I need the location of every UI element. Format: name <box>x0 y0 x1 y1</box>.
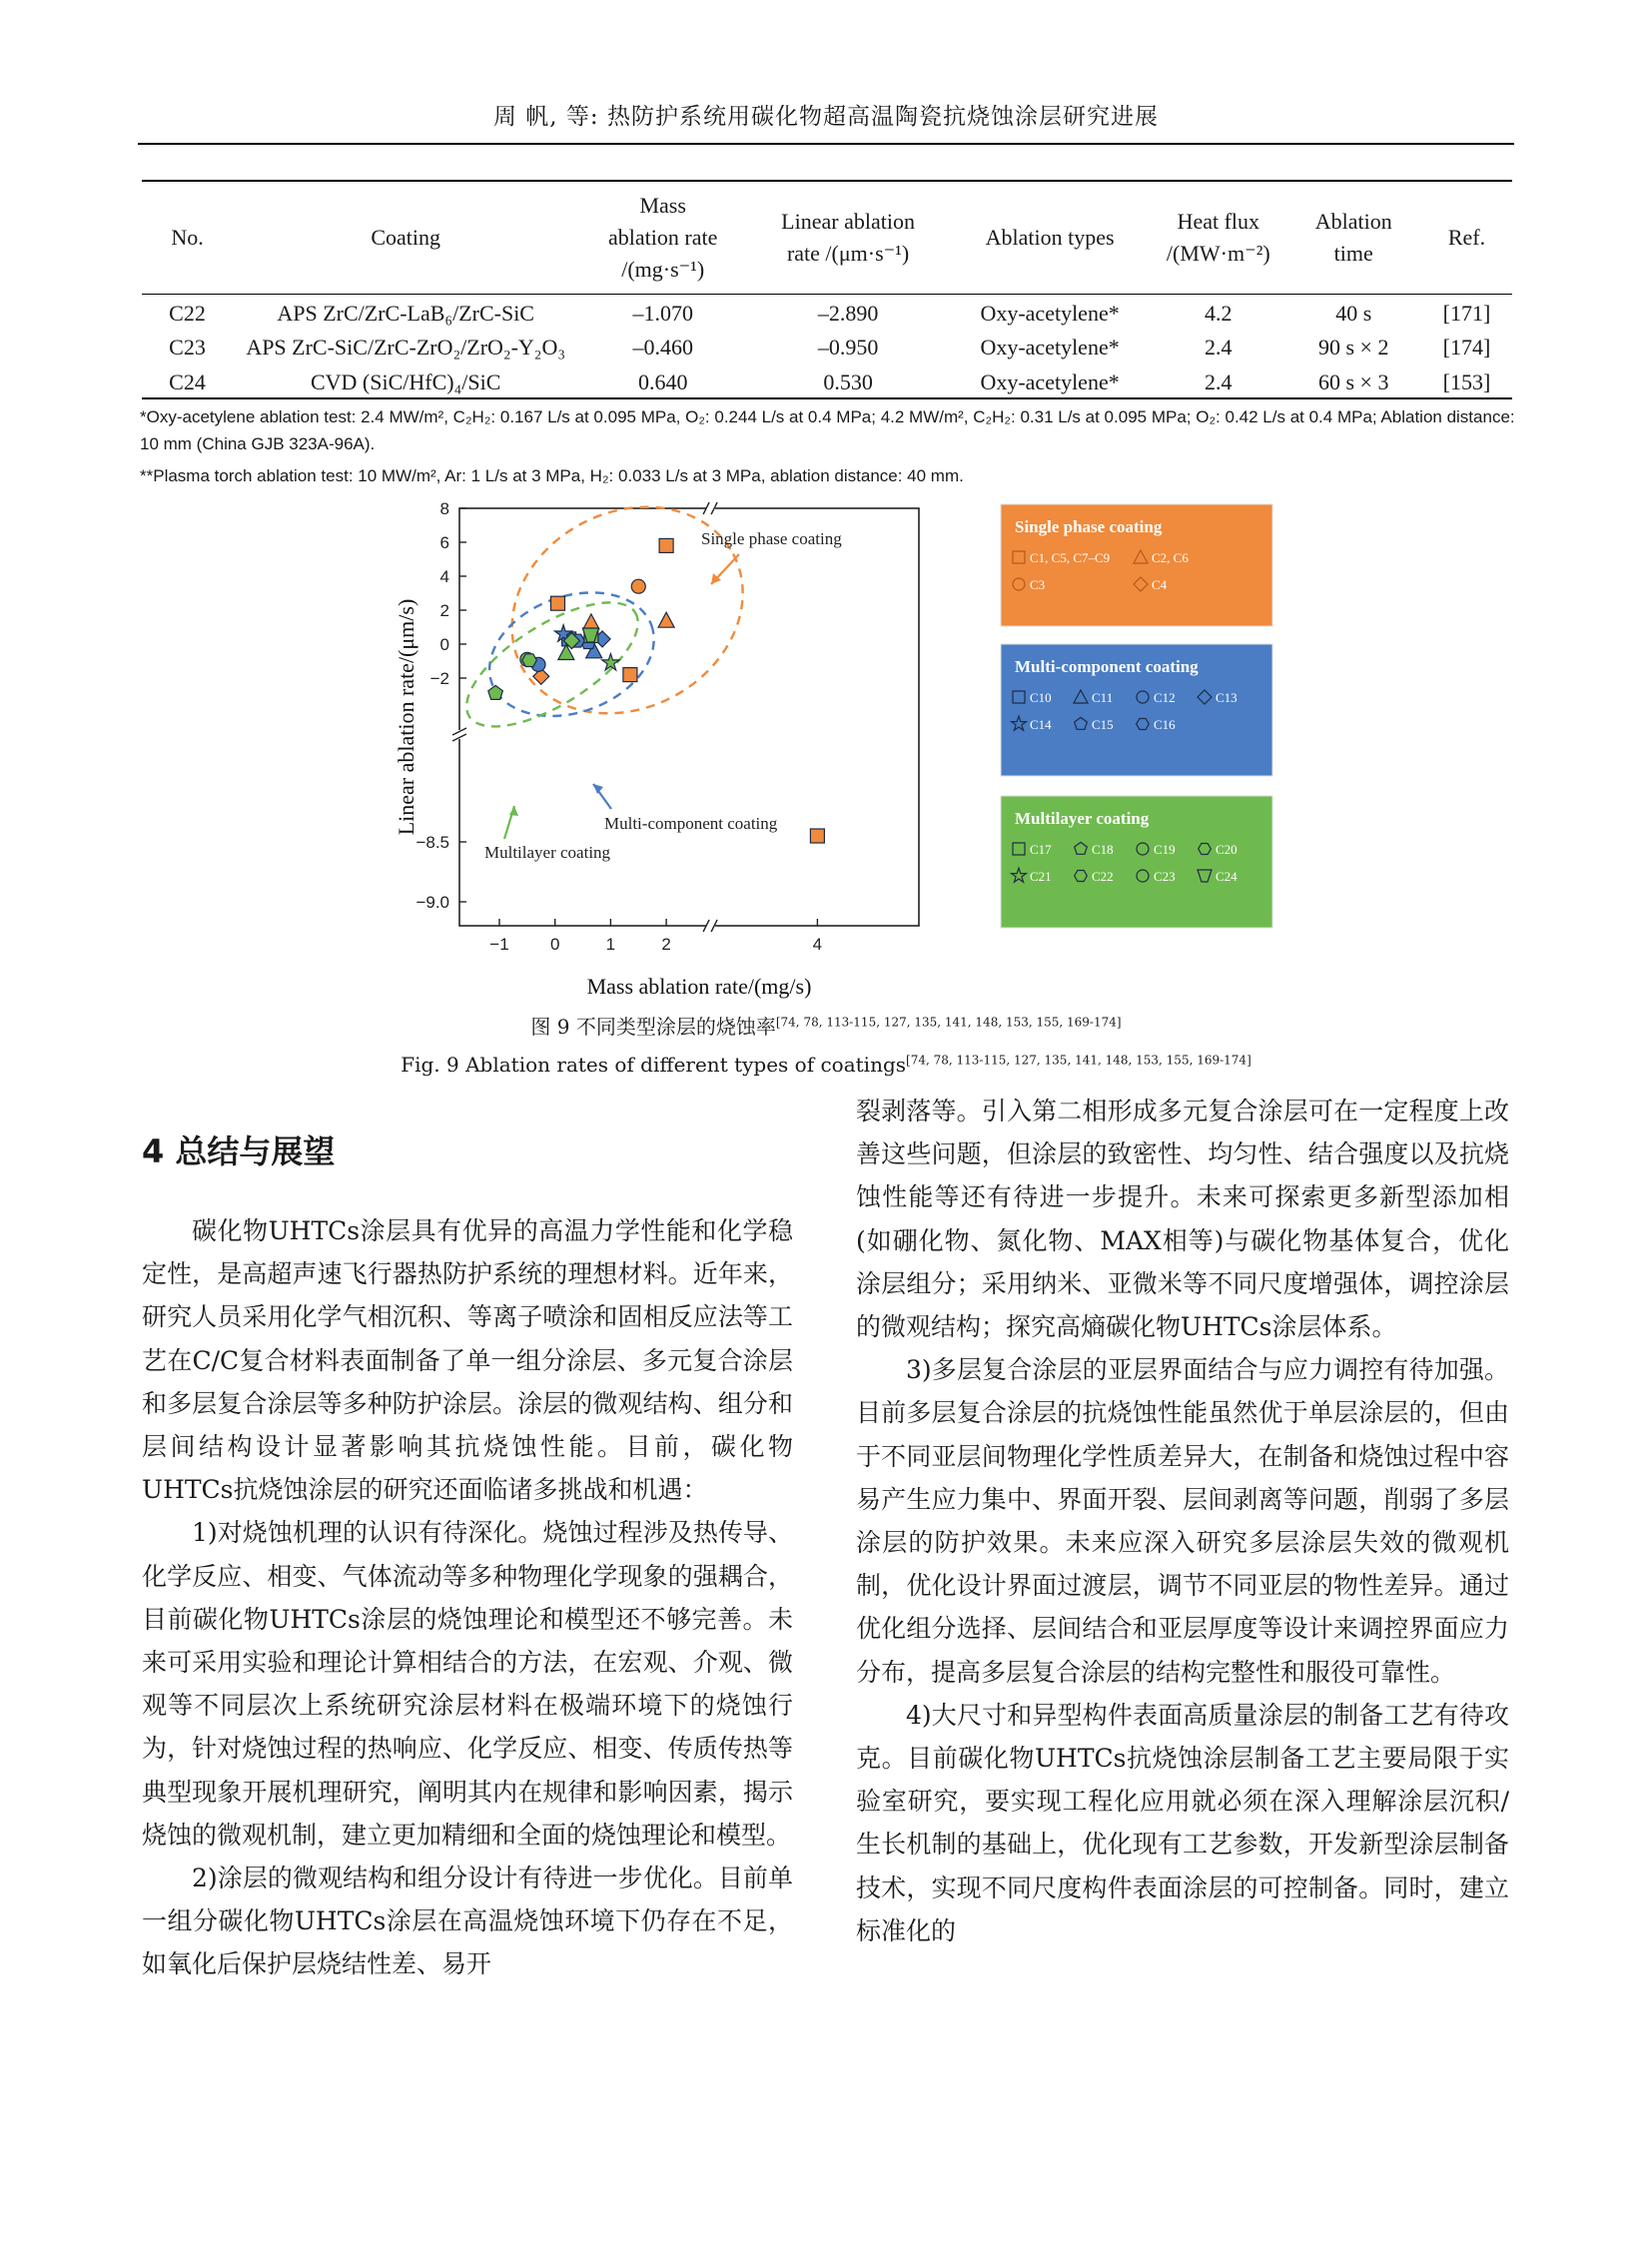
paragraph: 4)大尺寸和异型构件表面高质量涂层的制备工艺有待攻克。目前碳化物UHTCs抗烧蚀涂层制备工艺主要局限于实验室研究，要实现工程化应用就必须在深入理解涂层沉积/生长机制的基础上，优化现有工艺参数，开发新型涂层制备技术，实现不同尺度构件表面涂层的可控制备。同时，建立标准化的 <box>856 1700 1509 1945</box>
legend-item-label: C12 <box>1154 690 1176 705</box>
legend-title: Single phase coating <box>1015 517 1163 536</box>
data-point <box>659 538 673 552</box>
col-flux <box>1151 181 1285 294</box>
data-point <box>810 829 824 843</box>
y-tick-label: 4 <box>439 567 449 586</box>
col-mass-l3: /(mg·s⁻¹) <box>621 256 705 282</box>
col-flux-l2: /(MW·m⁻²) <box>1166 240 1270 266</box>
caption-cn-text: 图 9 不同类型涂层的烧蚀率 <box>530 1015 776 1039</box>
data-point <box>522 654 537 667</box>
annotation-multilayer: Multilayer coating <box>484 843 611 862</box>
coatings-table <box>142 180 1512 399</box>
paragraph: 2)涂层的微观结构和组分设计有待进一步优化。目前单一组分碳化物UHTCs涂层在高温烧蚀环境下仍存在不足，如氧化后保护层烧结性差、易开 <box>142 1864 793 1979</box>
cell: 60 s × 3 <box>1317 369 1389 394</box>
cell: 2.4 <box>1205 335 1233 361</box>
cell: –1.070 <box>632 300 693 326</box>
col-time-l2: time <box>1333 240 1373 266</box>
section-heading: 4 总结与展望 <box>142 1132 336 1170</box>
col-time <box>1286 181 1421 294</box>
legend-item-label: C21 <box>1030 869 1052 884</box>
y-tick-label: −8.5 <box>415 833 449 852</box>
cell: C22 <box>169 300 206 326</box>
legend-item-label: C4 <box>1152 577 1168 592</box>
col-mass-l2: ablation rate <box>608 224 718 250</box>
cell: 4.2 <box>1205 300 1233 326</box>
legend-item-label: C15 <box>1092 717 1114 732</box>
cell: Oxy-acetylene* <box>980 369 1120 394</box>
y-tick-label: −9.0 <box>415 893 449 912</box>
x-axis-title: Mass ablation rate/(mg/s) <box>586 974 812 999</box>
x-tick-label: 2 <box>661 935 671 954</box>
y-axis-title: Linear ablation rate/(μm/s) <box>394 598 418 836</box>
col-linear-l2: rate /(μm·s⁻¹) <box>786 240 910 266</box>
legend-item-label: C16 <box>1154 717 1176 732</box>
cell: 2.4 <box>1205 369 1233 394</box>
cell: 90 s × 2 <box>1317 335 1389 361</box>
legend-item-label: C2, C6 <box>1152 550 1189 565</box>
data-point <box>550 596 564 610</box>
col-time-l1: Ablation <box>1314 208 1392 234</box>
cell: C23 <box>169 335 206 361</box>
col-linear-l1: Linear ablation <box>781 208 915 234</box>
cell: –0.950 <box>817 335 879 361</box>
legend-item-label: C11 <box>1092 690 1114 705</box>
legend-marker <box>1013 578 1025 590</box>
col-mass-l1: Mass <box>639 193 686 218</box>
legend-item-label: C14 <box>1030 717 1052 732</box>
legend-item-label: C23 <box>1154 869 1176 884</box>
legend-item-label: C24 <box>1216 869 1238 884</box>
col-ref: Ref. <box>1447 224 1486 250</box>
cell: APS ZrC/ZrC-LaB₆/ZrC-SiC <box>277 300 534 326</box>
left-column <box>142 1209 793 1986</box>
cell: 0.530 <box>823 369 873 394</box>
annotation-multi-component: Multi-component coating <box>604 814 778 833</box>
cell: –2.890 <box>817 300 879 326</box>
legend-title: Multi-component coating <box>1015 657 1199 676</box>
legend-marker <box>1013 551 1025 563</box>
cell: [171] <box>1442 300 1491 326</box>
cell: 40 s <box>1335 300 1372 326</box>
table-row <box>142 294 1512 329</box>
legend-item-label: C10 <box>1030 690 1052 705</box>
col-coating: Coating <box>371 224 441 250</box>
annotation-arrowhead <box>509 806 518 816</box>
caption-en-refs: [74, 78, 113-115, 127, 135, 141, 148, 153, 155, 169-174] <box>906 1053 1251 1068</box>
legend-item-label: C3 <box>1030 577 1046 592</box>
legend-item-label: C22 <box>1092 869 1114 884</box>
table-header-row <box>142 181 1512 294</box>
legend-title: Multilayer coating <box>1015 809 1150 828</box>
figure-caption-cn <box>0 1011 1652 1040</box>
annotation-single-phase: Single phase coating <box>701 529 842 548</box>
ablation-rate-scatter-chart <box>380 494 1278 1014</box>
cell: APS ZrC-SiC/ZrC-ZrO₂/ZrO₂-Y₂O₃ <box>246 335 566 361</box>
legend-item-label: C18 <box>1092 842 1114 857</box>
data-point <box>623 668 637 682</box>
x-tick-label: 1 <box>605 935 616 954</box>
cell: Oxy-acetylene* <box>980 300 1120 326</box>
legend-item-label: C17 <box>1030 842 1052 857</box>
y-tick-label: 6 <box>439 533 449 552</box>
y-tick-label: −2 <box>429 669 449 688</box>
table-row <box>142 329 1512 364</box>
data-point <box>658 612 674 627</box>
col-types: Ablation types <box>985 224 1115 250</box>
y-tick-label: 2 <box>439 601 449 620</box>
y-tick-label: 8 <box>439 499 449 518</box>
data-point <box>583 614 599 629</box>
y-tick-label: 0 <box>439 635 449 654</box>
x-tick-label: −1 <box>489 935 509 954</box>
col-linear <box>747 181 949 294</box>
cell: [174] <box>1442 335 1491 361</box>
running-header: 周 帆, 等: 热防护系统用碳化物超高温陶瓷抗烧蚀涂层研究进展 <box>138 98 1514 145</box>
legend-item-label: C13 <box>1216 690 1238 705</box>
cell: Oxy-acetylene* <box>980 335 1120 361</box>
table-row <box>142 364 1512 399</box>
cell: 0.640 <box>637 369 688 394</box>
legend-item-label: C20 <box>1216 842 1238 857</box>
data-point <box>488 685 503 699</box>
figure-caption-en <box>0 1053 1652 1077</box>
cell: [153] <box>1442 369 1491 394</box>
annotation-arrowhead <box>593 784 603 794</box>
plot-frame <box>459 508 919 926</box>
cell: C24 <box>169 369 206 394</box>
x-tick-label: 0 <box>549 935 560 954</box>
paragraph: 1)对烧蚀机理的认识有待深化。烧蚀过程涉及热传导、化学反应、相变、气体流动等多种物理化学现象的强耦合，目前碳化物UHTCs涂层的烧蚀理论和模型还不够完善。未来可采用实验和理论计算相结合的方法，在宏观、介观、微观等不同层次上系统研究涂层材料在极端环境下的烧蚀行为，针对烧蚀过程的热响应、化学反应、相变、传质传热等典型现象开展机理研究，阐明其内在规律和影响因素，揭示烧蚀的微观机制，建立更加精细和全面的烧蚀理论和模型。 <box>142 1518 793 1850</box>
caption-en-text: Fig. 9 Ablation rates of different types of coatings <box>401 1053 907 1077</box>
table-note-1: *Oxy-acetylene ablation test: 2.4 MW/m², C₂H₂: 0.167 L/s at 0.095 MPa, O₂: 0.244 L/s at 0.4 MPa; 4.2 MW/m², C₂H₂: 0.31 L/s at 0.095 MPa; O₂: 0.42 L/s at 0.4 MPa; Ablation distance: 10 mm (China GJB 323A-96A). <box>140 407 1515 453</box>
col-no: No. <box>171 224 204 250</box>
caption-cn-refs: [74, 78, 113-115, 127, 135, 141, 148, 153, 155, 169-174] <box>775 1015 1122 1030</box>
paragraph: 裂剥落等。引入第二相形成多元复合涂层可在一定程度上改善这些问题，但涂层的致密性、均匀性、结合强度以及抗烧蚀性能等还有待进一步提升。未来可探索更多新型添加相(如硼化物、氮化物、MAX相等)与碳化物基体复合，优化涂层组分；采用纳米、亚微米等不同尺度增强体，调控涂层的微观结构；探究高熵碳化物UHTCs涂层体系。 <box>856 1097 1509 1342</box>
cell: –0.460 <box>632 335 693 361</box>
x-tick-label: 4 <box>812 935 823 954</box>
paragraph: 3)多层复合涂层的亚层界面结合与应力调控有待加强。目前多层复合涂层的抗烧蚀性能虽然优于单层涂层的，但由于不同亚层间物理化学性质差异大，在制备和烧蚀过程中容易产生应力集中、界面开裂、层间剥离等问题，削弱了多层涂层的防护效果。未来应深入研究多层涂层失效的微观机制，优化设计界面过渡层，调节不同亚层的物性差异。通过优化组分选择、层间结合和亚层厚度等设计来调控界面应力分布，提高多层复合涂层的结构完整性和服役可靠性。 <box>856 1355 1509 1687</box>
data-point <box>631 579 645 593</box>
col-mass <box>578 181 747 294</box>
col-flux-l1: Heat flux <box>1177 208 1260 234</box>
right-column <box>856 1090 1509 1952</box>
legend-item-label: C19 <box>1154 842 1176 857</box>
legend-item-label: C1, C5, C7–C9 <box>1030 550 1111 565</box>
table-note-2: **Plasma torch ablation test: 10 MW/m², Ar: 1 L/s at 3 MPa, H₂: 0.033 L/s at 3 MPa, ablation distance: 40 mm. <box>140 466 964 485</box>
cell: CVD (SiC/HfC)₄/SiC <box>310 369 501 394</box>
paragraph: 碳化物UHTCs涂层具有优异的高温力学性能和化学稳定性，是高超声速飞行器热防护系统的理想材料。近年来，研究人员采用化学气相沉积、等离子喷涂和固相反应法等工艺在C/C复合材料表面制备了单一组分涂层、多元复合涂层和多层复合涂层等多种防护涂层。涂层的微观结构、组分和层间结构设计显著影响其抗烧蚀性能。目前，碳化物UHTCs抗烧蚀涂层的研究还面临诸多挑战和机遇： <box>142 1216 793 1505</box>
